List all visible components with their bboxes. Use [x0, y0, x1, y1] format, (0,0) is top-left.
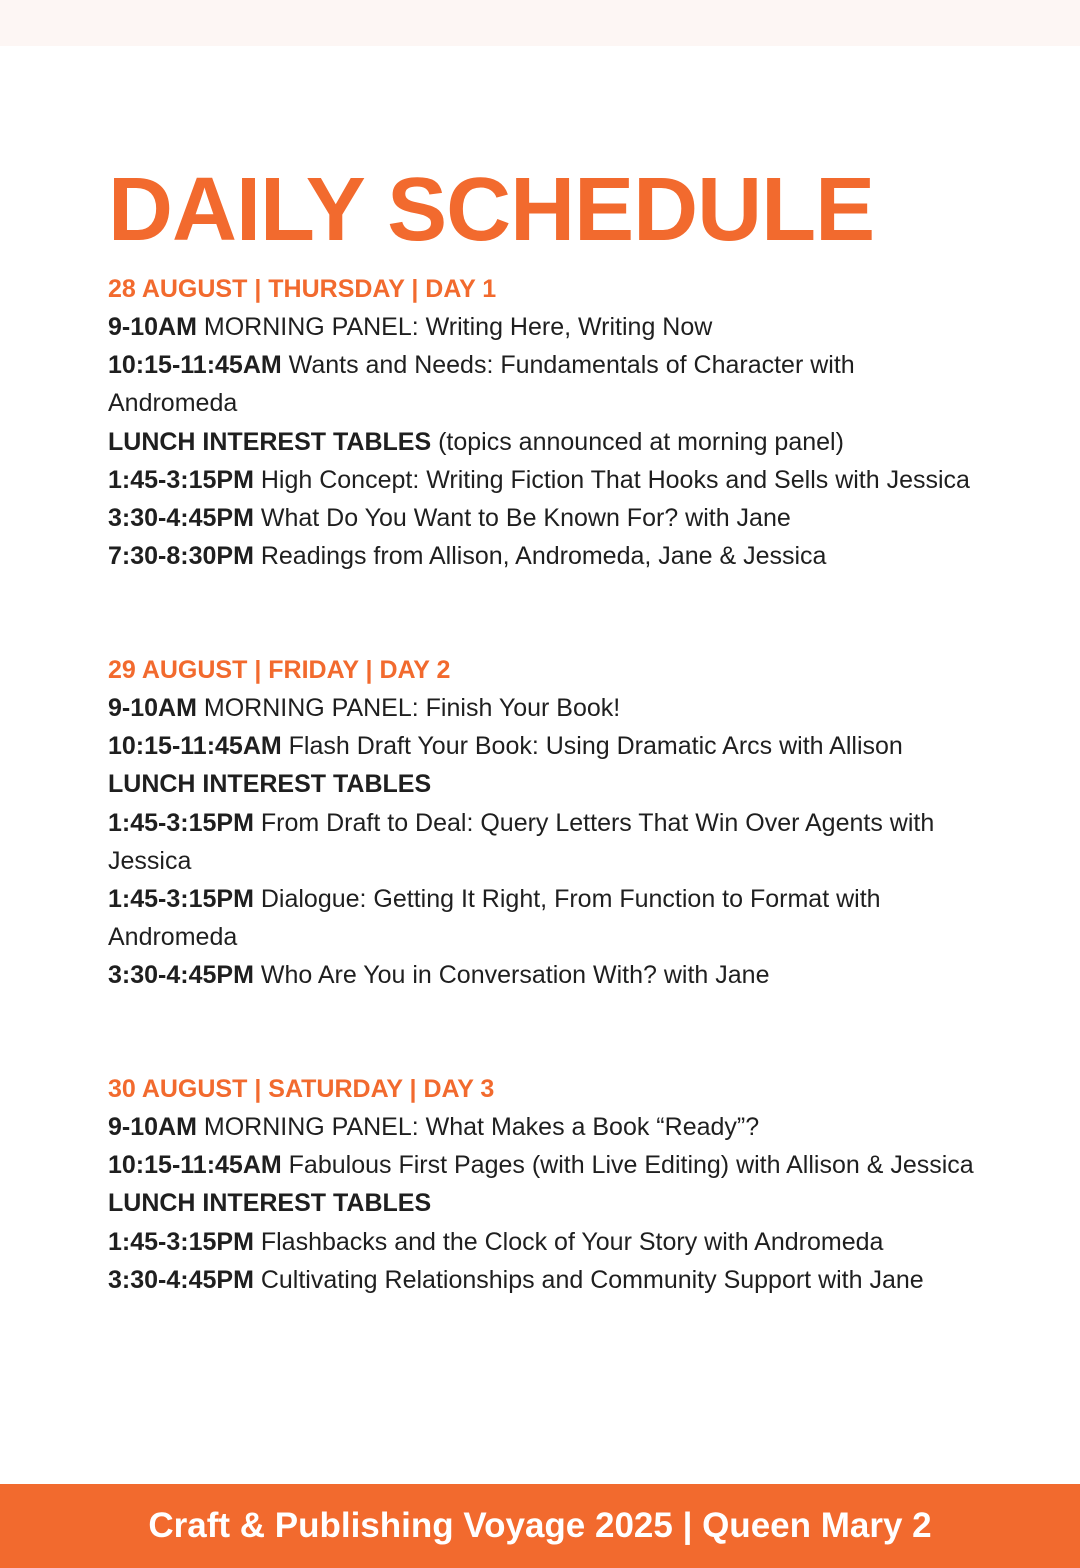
- session-time: 3:30-4:45PM: [108, 1265, 254, 1294]
- session-item: [108, 1108, 988, 1146]
- session-time: LUNCH INTEREST TABLES: [108, 427, 432, 456]
- session-title: Fabulous First Pages (with Live Editing) with Allison & Jessica: [281, 1151, 974, 1180]
- day-heading: 28 AUGUST | THURSDAY | DAY 1: [108, 275, 497, 303]
- session-title: Cultivating Relationships and Community Support with Jane: [253, 1265, 924, 1294]
- session-item: [108, 727, 988, 765]
- session-item: [108, 956, 988, 994]
- session-item: [108, 1261, 988, 1299]
- session-item: [108, 461, 988, 499]
- page-title: DAILY SCHEDULE: [108, 160, 875, 260]
- session-title: High Concept: Writing Fiction That Hooks and Sells with Jessica: [253, 465, 970, 494]
- footer-bar: [0, 1484, 1080, 1568]
- session-item: [108, 1184, 988, 1222]
- session-list: [108, 308, 988, 575]
- session-time: 10:15-11:45AM: [108, 351, 282, 380]
- session-time: 3:30-4:45PM: [108, 504, 254, 533]
- session-time: 9-10AM: [108, 1113, 197, 1141]
- day-2-section: [108, 651, 988, 995]
- session-time: LUNCH INTEREST TABLES: [108, 1189, 432, 1218]
- session-title: Wants and Needs: Fundamentals of Character with Andromeda: [108, 351, 855, 418]
- session-time: 7:30-8:30PM: [108, 542, 254, 571]
- session-item: [108, 423, 988, 461]
- session-item: [108, 804, 988, 880]
- session-title: Flashbacks and the Clock of Your Story with Andromeda: [253, 1227, 884, 1256]
- session-item: [108, 880, 988, 956]
- session-list: [108, 1108, 988, 1299]
- session-title: From Draft to Deal: Query Letters That Win Over Agents with Jessica: [108, 808, 935, 875]
- session-item: [108, 499, 988, 537]
- session-title: What Do You Want to Be Known For? with Jane: [253, 504, 791, 533]
- session-list: [108, 689, 988, 995]
- top-band: [0, 0, 1080, 46]
- session-time: 10:15-11:45AM: [108, 732, 282, 761]
- day-heading: 29 AUGUST | FRIDAY | DAY 2: [108, 656, 451, 684]
- session-title: MORNING PANEL: What Makes a Book “Ready”?: [196, 1113, 760, 1141]
- session-item: [108, 1146, 988, 1184]
- session-item: [108, 1223, 988, 1261]
- session-title: MORNING PANEL: Writing Here, Writing Now: [196, 313, 713, 341]
- session-time: 1:45-3:15PM: [108, 1227, 254, 1256]
- session-title: (topics announced at morning panel): [431, 427, 844, 456]
- session-time: 1:45-3:15PM: [108, 808, 254, 837]
- session-title: Readings from Allison, Andromeda, Jane & Jessica: [253, 542, 827, 571]
- session-time: 9-10AM: [108, 313, 197, 341]
- session-time: 1:45-3:15PM: [108, 465, 254, 494]
- session-time: LUNCH INTEREST TABLES: [108, 770, 432, 799]
- session-title: Who Are You in Conversation With? with Jane: [253, 961, 770, 990]
- day-1-section: [108, 270, 988, 575]
- footer-text: Craft & Publishing Voyage 2025 | Queen Mary 2: [148, 1506, 932, 1545]
- session-item: [108, 346, 988, 422]
- session-time: 9-10AM: [108, 694, 197, 722]
- session-time: 3:30-4:45PM: [108, 961, 254, 990]
- session-time: 10:15-11:45AM: [108, 1151, 282, 1180]
- session-item: [108, 308, 988, 346]
- session-item: [108, 537, 988, 575]
- session-item: [108, 765, 988, 803]
- session-time: 1:45-3:15PM: [108, 885, 254, 914]
- session-title: MORNING PANEL: Finish Your Book!: [196, 694, 621, 722]
- session-item: [108, 689, 988, 727]
- day-3-section: [108, 1070, 988, 1299]
- day-heading: 30 AUGUST | SATURDAY | DAY 3: [108, 1075, 495, 1103]
- session-title: Flash Draft Your Book: Using Dramatic Arcs with Allison: [281, 732, 903, 761]
- session-title: Dialogue: Getting It Right, From Function to Format with Andromeda: [108, 885, 881, 952]
